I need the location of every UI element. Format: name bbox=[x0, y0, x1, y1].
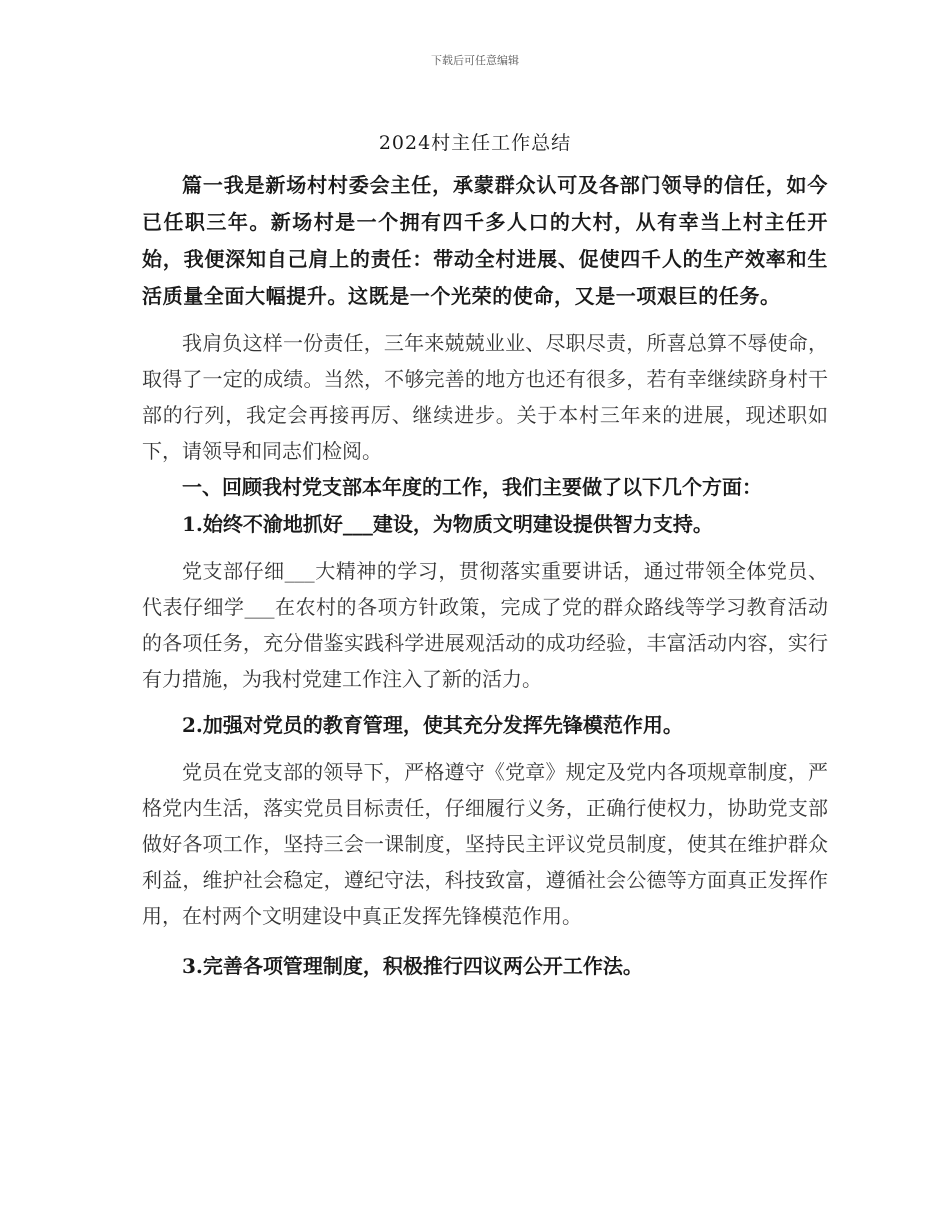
item-2-title: 2.加强对党员的教育管理，使其充分发挥先锋模范作用。 bbox=[182, 713, 683, 737]
item-2-body: 党员在党支部的领导下，严格遵守《党章》规定及党内各项规章制度，严格党内生活，落实党员目标责任，仔细履行义务，正确行使权力，协助党支部做好各项工作，坚持三会一课制度，坚持民主评议党员制度，使其在维护群众利益，维护社会稳定，遵纪守法，科技致富，遵循社会公德等方面真正发挥作用，在村两个文明建设中真正发挥先锋模范作用。 bbox=[142, 760, 828, 928]
item-1-body: 党支部仔细___大精神的学习，贯彻落实重要讲话，通过带领全体党员、代表仔细学___在农村的各项方针政策，完成了党的群众路线等学习教育活动的各项任务，充分借鉴实践科学进展观活动的成功经验，丰富活动内容，实行有力措施，为我村党建工作注入了新的活力。 bbox=[142, 559, 828, 691]
page-header: 下载后可任意编辑 bbox=[431, 54, 519, 67]
document-body bbox=[142, 167, 828, 985]
item-3-title: 3.完善各项管理制度，积极推行四议两公开工作法。 bbox=[182, 954, 643, 978]
document-title: 2024村主任工作总结 bbox=[378, 132, 572, 154]
section-heading-1: 一、回顾我村党支部本年度的工作，我们主要做了以下几个方面： bbox=[182, 475, 762, 499]
item-1-title: 1.始终不渝地抓好___建设，为物质文明建设提供智力支持。 bbox=[182, 512, 713, 536]
intro-paragraph: 篇一我是新场村村委会主任，承蒙群众认可及各部门领导的信任，如今已任职三年。新场村是一个拥有四千多人口的大村，从有幸当上村主任开始，我便深知自己肩上的责任：带动全村进展、促使四千人的生产效率和生活质量全面大幅提升。这既是一个光荣的使命，又是一项艰巨的任务。 bbox=[142, 173, 828, 308]
summary-paragraph: 我肩负这样一份责任，三年来兢兢业业、尽职尽责，所喜总算不辱使命，取得了一定的成绩。当然，不够完善的地方也还有很多，若有幸继续跻身村干部的行列，我定会再接再厉、继续进步。关于本村三年来的进展，现述职如下，请领导和同志们检阅。 bbox=[142, 331, 828, 463]
